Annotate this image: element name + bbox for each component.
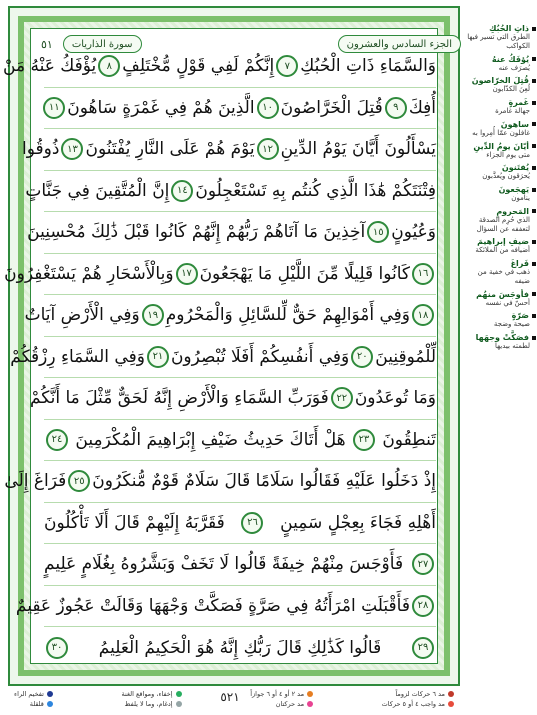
verse-text: قُتِلَ الْخَرَّاصُونَ	[280, 97, 383, 118]
verse-line	[22, 129, 436, 171]
ayah-number-marker: ٨	[98, 55, 120, 77]
verse-text: فِتْنَتَكُمْ هَٰذَا الَّذِي كُنتُم بِهِ تَسْتَعْجِلُونَ	[195, 180, 436, 201]
legend-item	[382, 700, 454, 708]
legend-label: مد ٢ أو ٤ أو ٦ جوازاً	[250, 690, 305, 698]
ayah-number-marker: ١٥	[367, 221, 389, 243]
verse-line	[29, 378, 436, 420]
glossary-term: يَهجَعونَ	[464, 185, 536, 194]
ayah-number-marker: ٣٠	[46, 637, 68, 659]
glossary-entry	[464, 237, 536, 255]
verse-line	[44, 544, 436, 586]
glossary-entry	[464, 333, 536, 351]
glossary-entry	[464, 98, 536, 116]
surah-number: ٥١	[41, 37, 53, 51]
verse-text: وَفِي أَمْوَالِهِمْ حَقٌّ لِّلسَّائِلِ وَالْمَحْرُومِ	[165, 305, 410, 326]
verse-line	[44, 88, 436, 130]
mushaf-frame	[3, 6, 460, 686]
legend-color-dot	[448, 691, 454, 697]
verse-text: يُؤْفَكُ عَنْهُ مَنْ	[3, 56, 97, 77]
legend-label: مد واجب ٤ أو ٥ حركات	[381, 700, 445, 708]
ayah-number-marker: ١٣	[61, 138, 83, 160]
verse-text: تَنطِقُونَ	[382, 429, 436, 450]
ayah-number-marker: ١٨	[412, 304, 434, 326]
verse-line	[27, 212, 436, 254]
ayah-number-marker: ٢٤	[46, 429, 68, 451]
legend-label: إخفاء، ومواقع الغنة	[121, 690, 173, 698]
glossary-definition: أضيافه من الملائكة	[475, 246, 530, 255]
glossary-definition: الذي حُرِم الصدقة لتعففه عن السؤال	[476, 215, 530, 233]
glossary-term: يُؤفَكُ عنهُ	[464, 55, 536, 64]
verse-text: فَأَقْبَلَتِ امْرَأَتُهُ فِي صَرَّةٍ فَصَكَّتْ وَجْهَهَا وَقَالَتْ عَجُوزٌ عَقِيمٌ	[15, 595, 410, 616]
ayah-number-marker: ٢٨	[412, 595, 434, 617]
verse-text: وَبِالْأَسْحَارِ هُمْ يَسْتَغْفِرُونَ	[4, 263, 174, 284]
legend-color-dot	[176, 691, 182, 697]
verse-line	[10, 337, 436, 379]
glossary-sidebar	[464, 24, 536, 684]
verse-text: وَمَا تُوعَدُونَ	[354, 388, 436, 409]
ayah-number-marker: ١٤	[171, 180, 193, 202]
glossary-definition: صيحة وضجة	[493, 320, 530, 329]
legend-label: تفخيم الراء	[14, 690, 44, 698]
glossary-term: صَرّةٍ	[464, 311, 536, 320]
verse-text: الَّذِينَ هُمْ فِي غَمْرَةٍ سَاهُونَ	[67, 97, 255, 118]
verse-text: يَوْمَ هُمْ عَلَى النَّارِ يُفْتَنُونَ	[85, 139, 255, 160]
legend-color-dot	[307, 691, 313, 697]
verse-line	[15, 586, 436, 628]
ayah-number-marker: ١٦	[412, 263, 434, 285]
verse-line	[4, 254, 436, 296]
verse-text: فَوَرَبِّ السَّمَاءِ وَالْأَرْضِ إِنَّهُ لَحَقٌّ مِّثْلَ مَا أَنَّكُمْ	[29, 388, 329, 409]
legend-item	[14, 700, 53, 708]
ayah-number-marker: ١٠	[257, 97, 279, 119]
glossary-entry	[464, 311, 536, 329]
ayah-number-marker: ٢١	[147, 346, 169, 368]
glossary-definition: ذهب في خفية من ضيفه	[477, 268, 530, 285]
legend-label: مد حركتان	[275, 700, 305, 708]
glossary-definition: يُصرَف عنه	[498, 63, 530, 72]
ayah-number-marker: ١٩	[142, 304, 164, 326]
ayah-number-marker: ٢٩	[412, 637, 434, 659]
verse-text: أَهْلِهِ فَجَاءَ بِعِجْلٍ سَمِينٍ	[280, 512, 436, 533]
glossary-definition: أحسّ في نفسه	[485, 298, 530, 307]
ayah-number-marker: ٩	[385, 97, 407, 119]
glossary-term: ساهونَ	[464, 120, 536, 129]
glossary-term: ذاتِ الحُبُكِ	[464, 24, 536, 33]
legend-item	[250, 690, 313, 698]
verse-text: لِّلْمُوقِنِينَ	[375, 346, 436, 367]
ayah-number-marker: ١٧	[176, 263, 198, 285]
glossary-entry	[464, 185, 536, 203]
legend-item	[250, 700, 313, 708]
legend-item	[14, 690, 53, 698]
legend-label: مد ٦ حركات لزوماً	[395, 690, 445, 698]
glossary-entry	[464, 76, 536, 94]
glossary-entry	[464, 55, 536, 73]
verse-text: أُفِكَ	[408, 97, 436, 118]
verse-text: قَالُوا كَذَٰلِكِ قَالَ رَبُّكِ إِنَّهُ هُوَ الْحَكِيمُ الْعَلِيمُ	[98, 637, 382, 658]
glossary-entry	[464, 24, 536, 51]
legend-item	[382, 690, 454, 698]
verse-text: وَفِي السَّمَاءِ رِزْقُكُمْ	[10, 346, 145, 367]
glossary-definition: الطرق التي تسير فيها الكواكب	[467, 33, 530, 50]
verse-text: وَفِي الْأَرْضِ آيَاتٌ	[24, 305, 140, 326]
verse-lines	[3, 46, 436, 669]
ayah-number-marker: ٢٢	[331, 387, 353, 409]
legend-label: إدغام، وما لا يلفظ	[124, 700, 173, 708]
glossary-term: قُتِلَ الخرّاصونَ	[464, 76, 536, 85]
glossary-term: فَراغَ	[464, 259, 536, 268]
legend-color-dot	[47, 701, 53, 707]
legend-label: قلقلة	[29, 700, 44, 708]
glossary-term: المَحرومِ	[464, 207, 536, 216]
verse-text: يَسْأَلُونَ أَيَّانَ يَوْمُ الدِّينِ	[280, 139, 436, 160]
legend-color-dot	[176, 701, 182, 707]
verse-line	[24, 295, 436, 337]
surah-label: سورة الذاريات	[63, 35, 142, 53]
verse-text: ذُوقُوا	[22, 139, 60, 160]
verse-text: وَعُيُونٍ	[391, 222, 436, 243]
verse-text: وَالسَّمَاءِ ذَاتِ الْحُبُكِ	[300, 56, 436, 77]
glossary-term: غَمرةٍ	[464, 98, 536, 107]
legend-color-dot	[47, 691, 53, 697]
glossary-definition: يُحرَقون ويُعذَّبون	[482, 172, 530, 181]
verse-text: إِنَّكُمْ لَفِي قَوْلٍ مُّخْتَلِفٍ	[122, 56, 275, 77]
tajweed-legend	[14, 690, 454, 712]
verse-line	[44, 420, 436, 462]
verse-text: آخِذِينَ مَا آتَاهُمْ رَبُّهُمْ إِنَّهُمْ كَانُوا قَبْلَ ذَٰلِكَ مُحْسِنِينَ	[27, 222, 366, 243]
glossary-definition: متى يوم الجزاء	[486, 150, 530, 159]
ayah-number-marker: ٢٦	[241, 512, 263, 534]
ayah-number-marker: ١١	[43, 97, 65, 119]
verse-line	[3, 46, 436, 88]
glossary-definition: جهالة غامرة	[495, 107, 530, 115]
verse-text: فَأَوْجَسَ مِنْهُمْ خِيفَةً قَالُوا لَا تَخَفْ وَبَشَّرُوهُ بِغُلَامٍ عَلِيمٍ	[44, 554, 404, 575]
ayah-number-marker: ١٢	[257, 138, 279, 160]
verse-text: إِذْ دَخَلُوا عَلَيْهِ فَقَالُوا سَلَامًا قَالَ سَلَامٌ قَوْمٌ مُّنكَرُونَ	[92, 471, 436, 492]
glossary-entry	[464, 207, 536, 234]
verse-text: إِنَّ الْمُتَّقِينَ فِي جَنَّاتٍ	[25, 180, 170, 201]
ayah-number-marker: ٢٠	[351, 346, 373, 368]
glossary-entry	[464, 290, 536, 308]
ayah-number-marker: ٧	[276, 55, 298, 77]
juz-label: الجزء السادس والعشرون	[338, 35, 461, 53]
glossary-definition: لطمته بيديها	[494, 342, 530, 350]
glossary-definition: لُعِنَ الكذّابون	[492, 85, 530, 94]
verse-line	[44, 503, 436, 545]
glossary-entry	[464, 142, 536, 160]
glossary-term: فأوجَسَ منهُم	[464, 290, 536, 299]
glossary-term: ضيفِ إبراهيمَ	[464, 237, 536, 246]
verse-text: كَانُوا قَلِيلًا مِّنَ اللَّيْلِ مَا يَهْجَعُونَ	[199, 263, 410, 284]
ayah-number-marker: ٢٧	[412, 553, 434, 575]
verse-text: هَلْ أَتَاكَ حَدِيثُ ضَيْفِ إِبْرَاهِيمَ الْمُكْرَمِينَ	[75, 429, 346, 450]
verse-line	[25, 171, 436, 213]
legend-color-dot	[307, 701, 313, 707]
legend-color-dot	[448, 701, 454, 707]
ayah-number-marker: ٢٥	[68, 470, 90, 492]
glossary-entry	[464, 163, 536, 181]
glossary-entry	[464, 120, 536, 138]
verse-text: فَقَرَّبَهُ إِلَيْهِمْ قَالَ أَلَا تَأْكُلُونَ	[44, 512, 225, 533]
ayah-number-marker: ٢٣	[353, 429, 375, 451]
legend-item	[122, 690, 182, 698]
glossary-definition: غافلون عمّا أُمِروا به	[472, 128, 530, 137]
glossary-definition: ينامون	[511, 194, 530, 202]
verse-text: فَرَاغَ إِلَىٰ	[4, 471, 67, 492]
glossary-term: أيّانَ يومُ الدِّينِ	[464, 142, 536, 151]
verse-line	[4, 461, 436, 503]
glossary-term: يُفتَنونَ	[464, 163, 536, 172]
page-number: ٥٢١	[220, 690, 240, 704]
verse-line	[44, 627, 436, 669]
glossary-term: فصَكَّتْ وجهَها	[464, 333, 536, 342]
verse-text: وَفِي أَنفُسِكُمْ أَفَلَا تُبْصِرُونَ	[170, 346, 350, 367]
glossary-entry	[464, 259, 536, 286]
legend-item	[122, 700, 182, 708]
